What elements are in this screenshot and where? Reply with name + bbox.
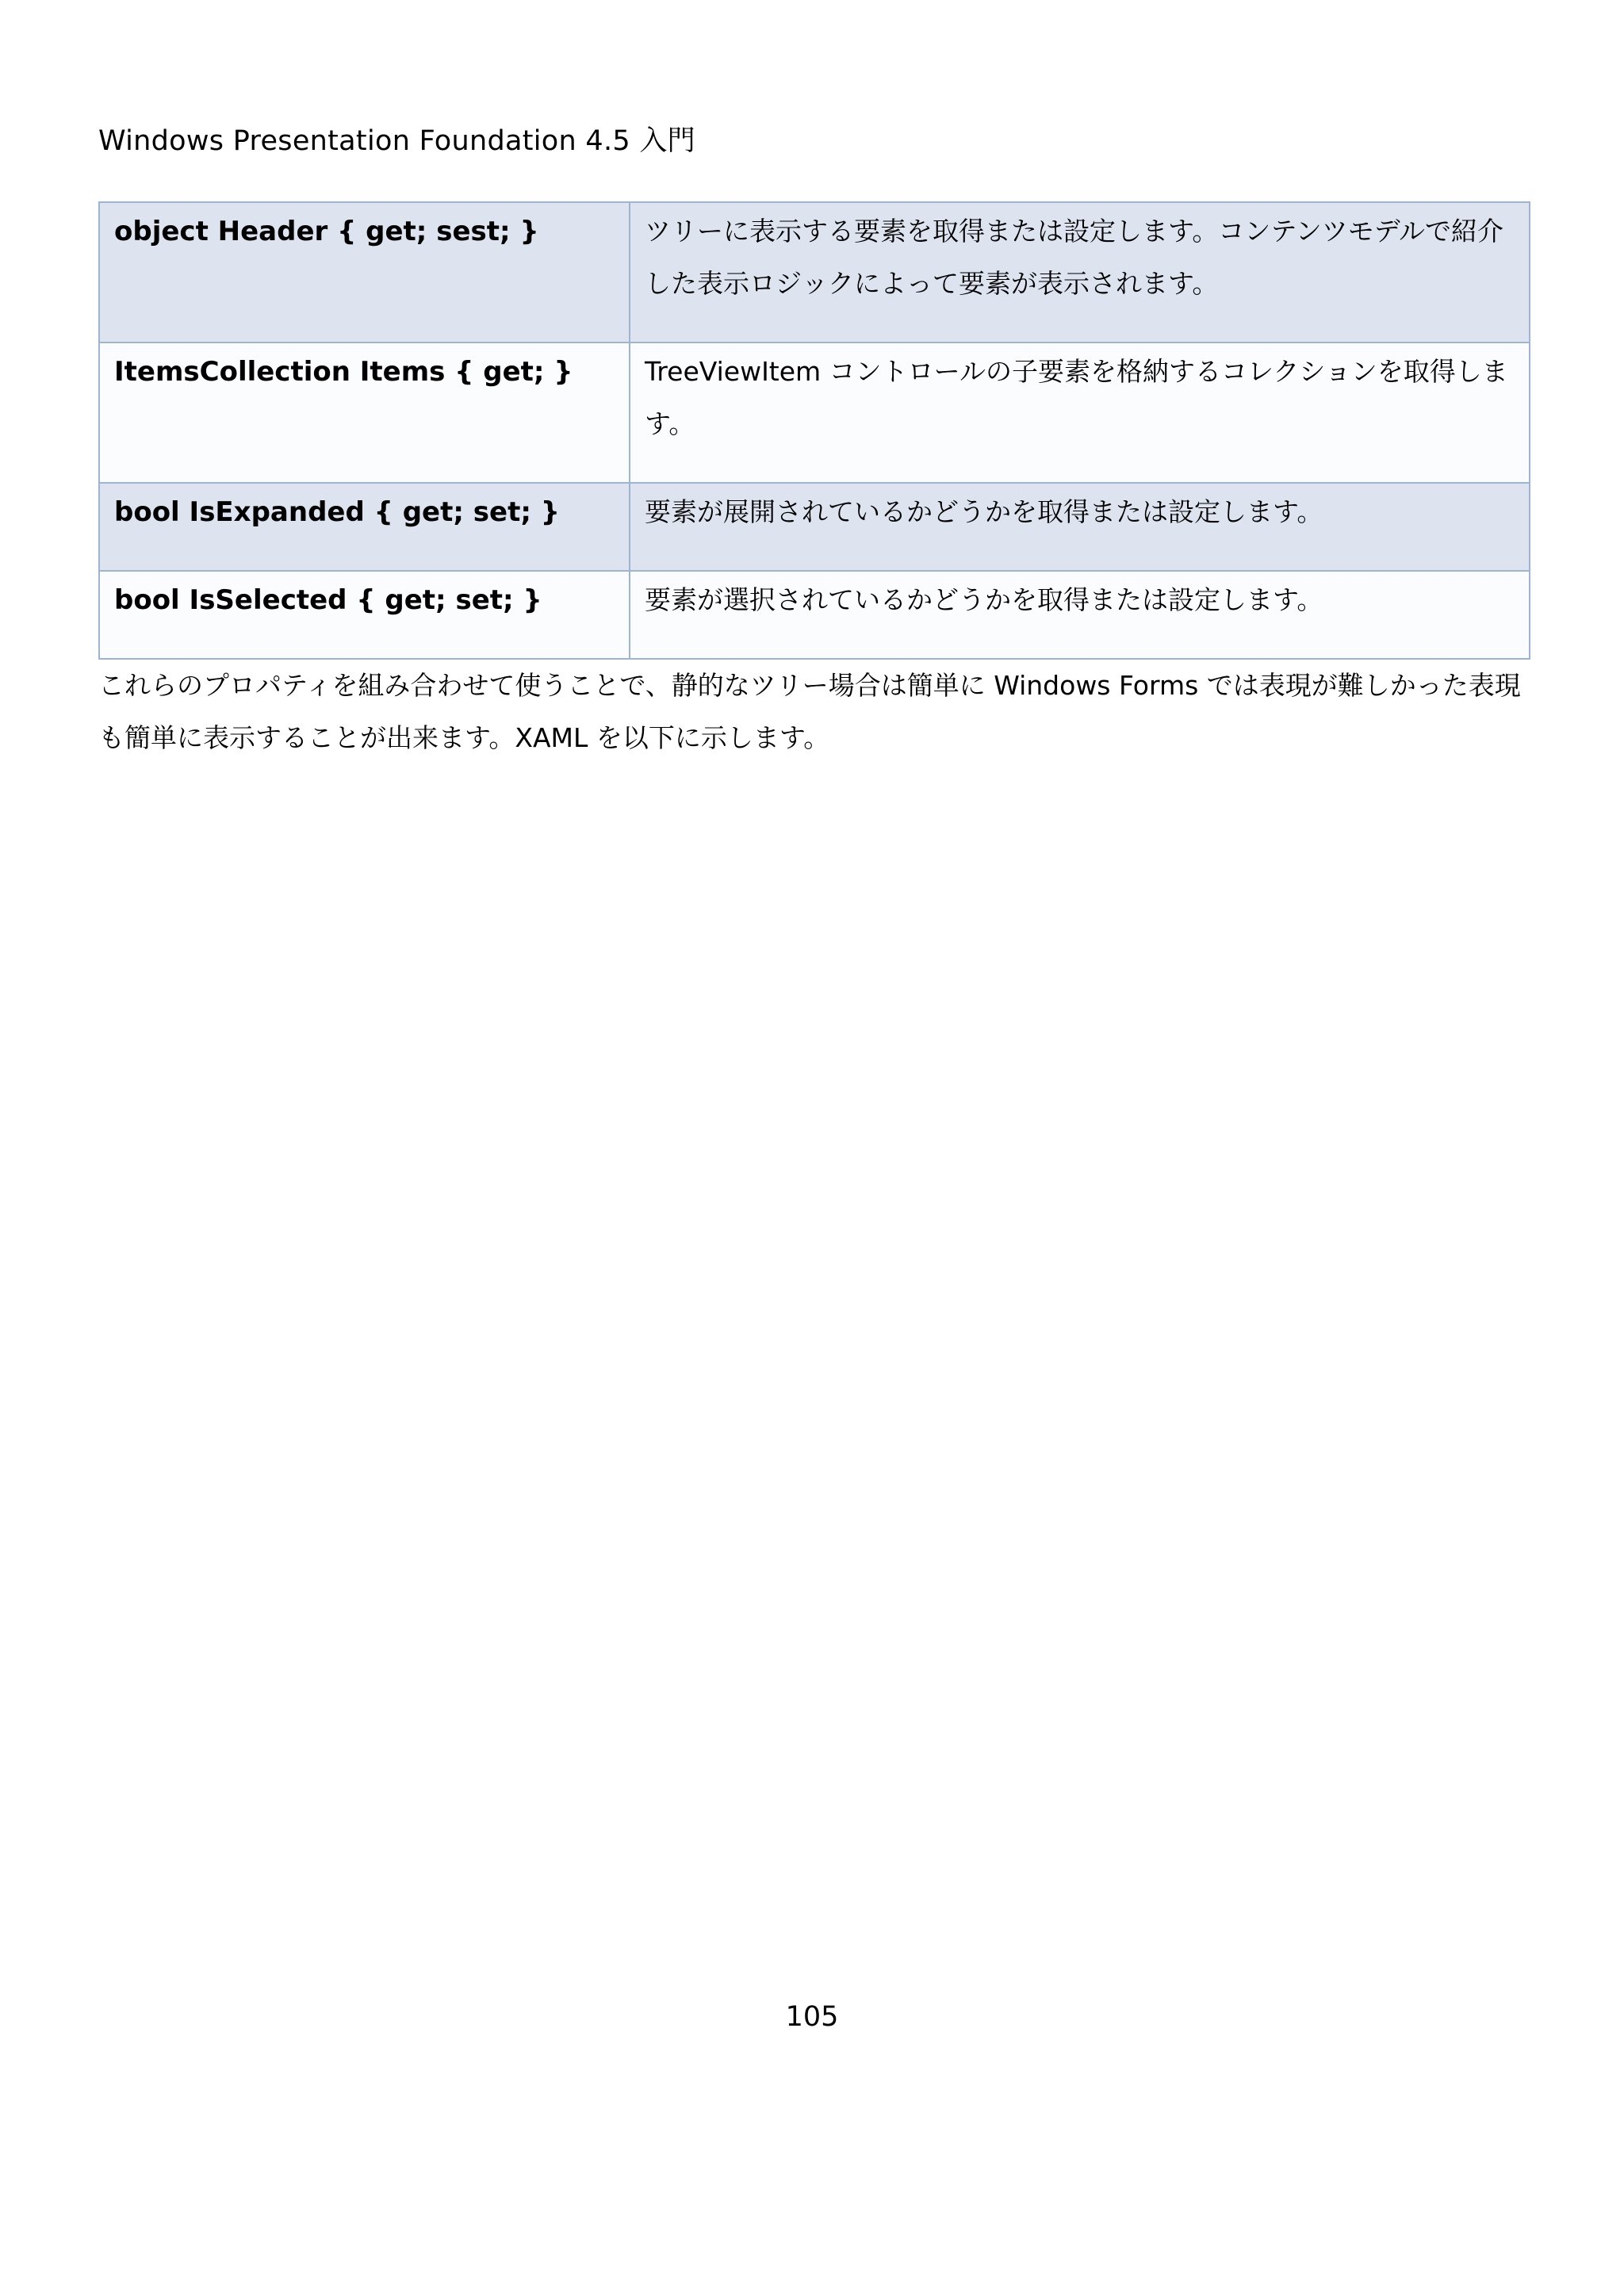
property-description-cell <box>630 571 1530 659</box>
property-signature-cell <box>99 483 630 571</box>
property-description-cell <box>630 483 1530 571</box>
property-signature: bool IsSelected { get; set; } <box>114 584 542 616</box>
property-signature-cell <box>99 202 630 342</box>
table-row <box>99 342 1530 483</box>
property-signature-cell <box>99 571 630 659</box>
property-signature: bool IsExpanded { get; set; } <box>114 496 560 528</box>
table-row <box>99 202 1530 342</box>
property-description-cell <box>630 202 1530 342</box>
property-description: 要素が選択されているかどうかを取得または設定します。 <box>645 584 1323 615</box>
property-description-cell <box>630 342 1530 483</box>
property-description: ツリーに表示する要素を取得または設定します。コンテンツモデルで紹介した表示ロジックによって要素が表示されます。 <box>645 216 1504 299</box>
property-signature: ItemsCollection Items { get; } <box>114 356 573 388</box>
body-paragraph: これらのプロパティを組み合わせて使うことで、静的なツリー場合は簡単に Windows Forms では表現が難しかった表現も簡単に表示することが出来ます。XAML を以下に示します。 <box>98 670 1521 753</box>
property-signature-cell <box>99 342 630 483</box>
property-description: 要素が展開されているかどうかを取得または設定します。 <box>645 496 1323 527</box>
property-description: TreeViewItem コントロールの子要素を格納するコレクションを取得します。 <box>645 356 1508 439</box>
property-signature: object Header { get; sest; } <box>114 216 539 247</box>
page-number: 105 <box>785 2001 839 2033</box>
table-row <box>99 483 1530 571</box>
table-row <box>99 571 1530 659</box>
properties-table <box>98 201 1530 660</box>
running-header-title: Windows Presentation Foundation 4.5 入門 <box>98 125 695 157</box>
